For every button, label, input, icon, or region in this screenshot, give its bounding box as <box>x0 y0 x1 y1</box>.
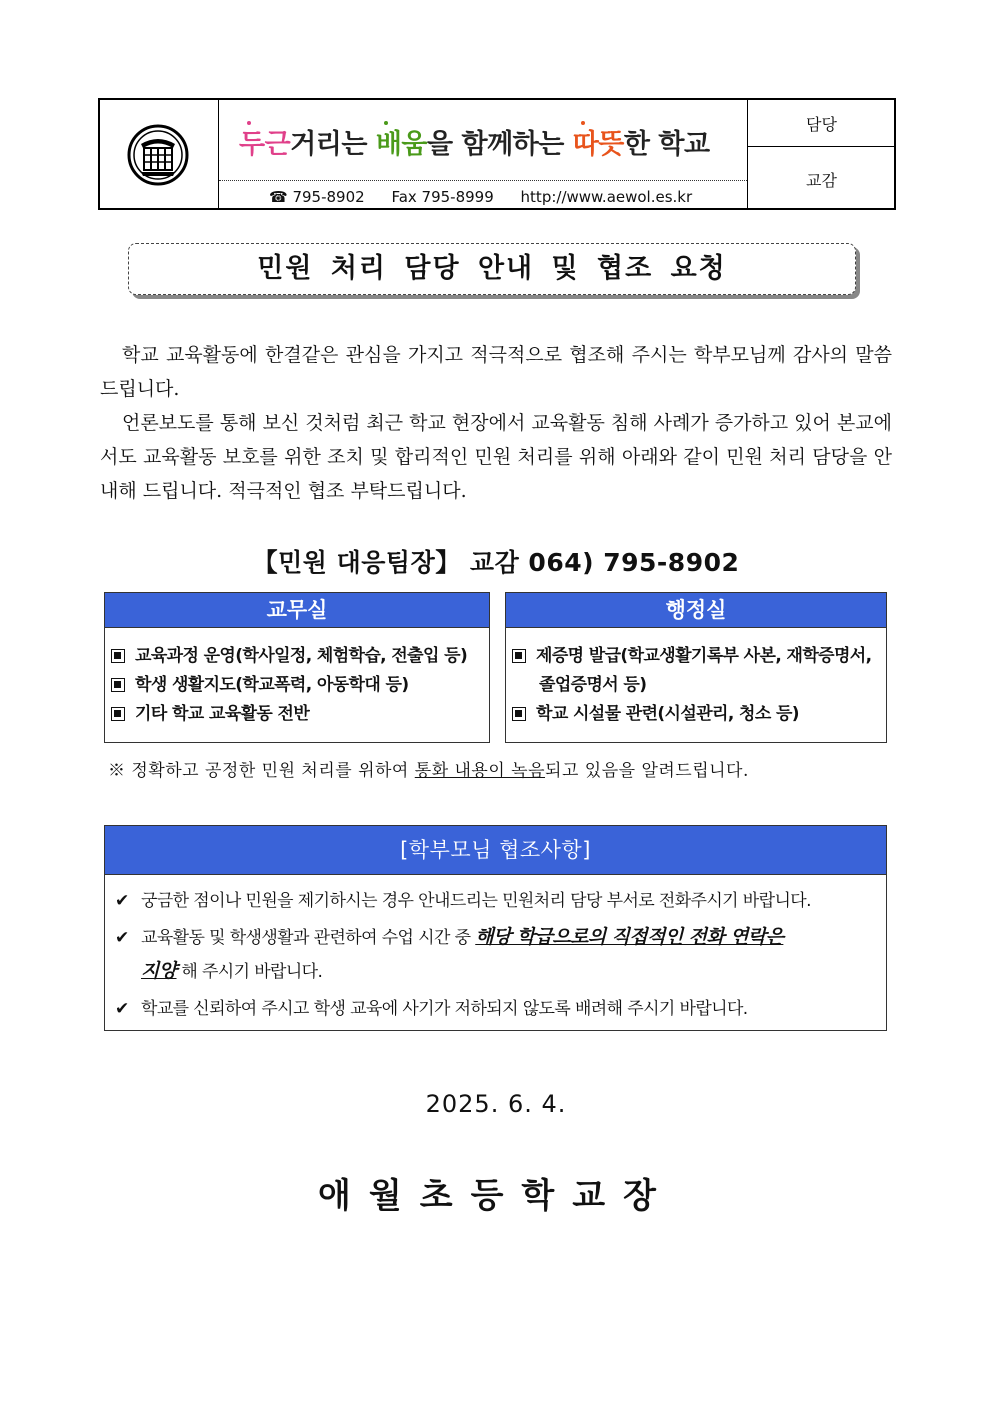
slogan-highlight-2: 배움 <box>375 129 427 160</box>
school-emblem-icon <box>127 124 189 186</box>
notice-paragraph <box>100 406 892 508</box>
list-item: 기타 학교 교육활동 전반 <box>111 700 489 729</box>
principal-signature: 애월초등학교장 <box>318 1176 674 1216</box>
square-bullet-icon <box>111 649 125 663</box>
academic-affairs-box <box>104 592 490 743</box>
fax-number: Fax 795-8999 <box>391 188 494 206</box>
slogan-cell <box>219 100 747 208</box>
square-bullet-icon <box>512 707 526 721</box>
reference-mark: ※ <box>108 761 126 781</box>
check-icon: ✔ <box>115 999 129 1019</box>
slogan-text-2: 을 함께하는 <box>427 129 573 160</box>
contact-divider <box>219 180 747 181</box>
notice-text-before: 정확하고 공정한 민원 처리를 위하여 <box>131 761 415 781</box>
list-item-continuation: 졸업증명서 등) <box>539 675 647 695</box>
cooperation-item-2-continuation: 지양 해 주시기 바랍니다. <box>141 960 323 982</box>
phone-number: ☎ 795-8902 <box>269 188 365 206</box>
check-icon: ✔ <box>115 891 129 911</box>
letterhead <box>98 98 896 210</box>
document-title-box <box>128 243 856 295</box>
contact-info <box>269 188 714 206</box>
cooperation-item-2: ✔ 교육활동 및 학생생활과 관련하여 수업 시간 중 해당 학급으로의 직접적인 전화 연락은 <box>115 926 784 948</box>
administration-list <box>506 628 886 729</box>
administration-title: 행정실 <box>506 593 886 628</box>
notice-text-after: 되고 있음을 알려드립니다. <box>545 761 749 781</box>
parent-cooperation-box <box>104 825 887 1031</box>
school-emblem-cell <box>100 100 219 208</box>
approval-box <box>747 100 894 208</box>
intro-paragraph <box>100 338 892 406</box>
list-item: 제증명 발급(학교생활기록부 사본, 재학증명서, <box>512 642 886 671</box>
list-item: 학생 생활지도(학교폭력, 아동학대 등) <box>111 671 489 700</box>
slogan-highlight-1: 두근 <box>239 129 291 160</box>
document-date: 2025. 6. 4. <box>425 1090 567 1118</box>
cooperation-title: [학부모님 협조사항] <box>105 826 886 875</box>
square-bullet-icon <box>111 707 125 721</box>
approval-vice-principal: 교감 <box>806 171 837 190</box>
check-icon: ✔ <box>115 928 129 948</box>
square-bullet-icon <box>512 649 526 663</box>
slogan-highlight-3: 따뜻 <box>572 129 624 160</box>
cooperation-item-3: ✔ 학교를 신뢰하여 주시고 학생 교육에 사기가 저하되지 않도록 배려해 주시기 바랍니다. <box>115 999 748 1019</box>
academic-affairs-title: 교무실 <box>105 593 489 628</box>
document-title: 민원 처리 담당 안내 및 협조 요청 <box>257 253 727 284</box>
slogan-text-3: 한 학교 <box>623 129 710 160</box>
approval-staff: 담당 <box>806 115 837 134</box>
list-item: 학교 시설물 관련(시설관리, 청소 등) <box>512 700 886 729</box>
slogan-text-1: 거리는 <box>290 129 376 160</box>
intro-text: 학교 교육활동에 한결같은 관심을 가지고 적극적으로 협조해 주시는 학부모님께 감사의 말씀 드립니다. <box>100 344 892 400</box>
list-item: 교육과정 운영(학사일정, 체험학습, 전출입 등) <box>111 642 489 671</box>
notice-paragraph-text: 언론보도를 통해 보신 것처럼 최근 학교 현장에서 교육활동 침해 사례가 증가하고 있어 본교에서도 교육활동 보호를 위한 조치 및 합리적인 민원 처리를 위해 아래와 같이 민원 처리 담당을 안내해 드립니다. 적극적인 협조 부탁드립니다. <box>100 412 892 502</box>
cooperation-item-1: ✔ 궁금한 점이나 민원을 제기하시는 경우 안내드리는 민원처리 담당 부서로 전화주시기 바랍니다. <box>115 891 811 911</box>
notice-underlined: 통화 내용이 녹음 <box>414 761 546 781</box>
emphasis-text: 지양 <box>141 960 177 982</box>
academic-affairs-list <box>105 628 489 729</box>
approval-divider <box>748 146 895 147</box>
school-slogan <box>239 122 710 161</box>
square-bullet-icon <box>111 678 125 692</box>
recording-notice <box>108 756 749 781</box>
administration-box <box>505 592 887 743</box>
complaint-team-leader: 【민원 대응팀장】 교감 064) 795-8902 <box>252 548 740 577</box>
emphasis-text: 해당 학급으로의 직접적인 전화 연락은 <box>475 926 784 948</box>
website-link[interactable]: http://www.aewol.es.kr <box>520 188 693 206</box>
